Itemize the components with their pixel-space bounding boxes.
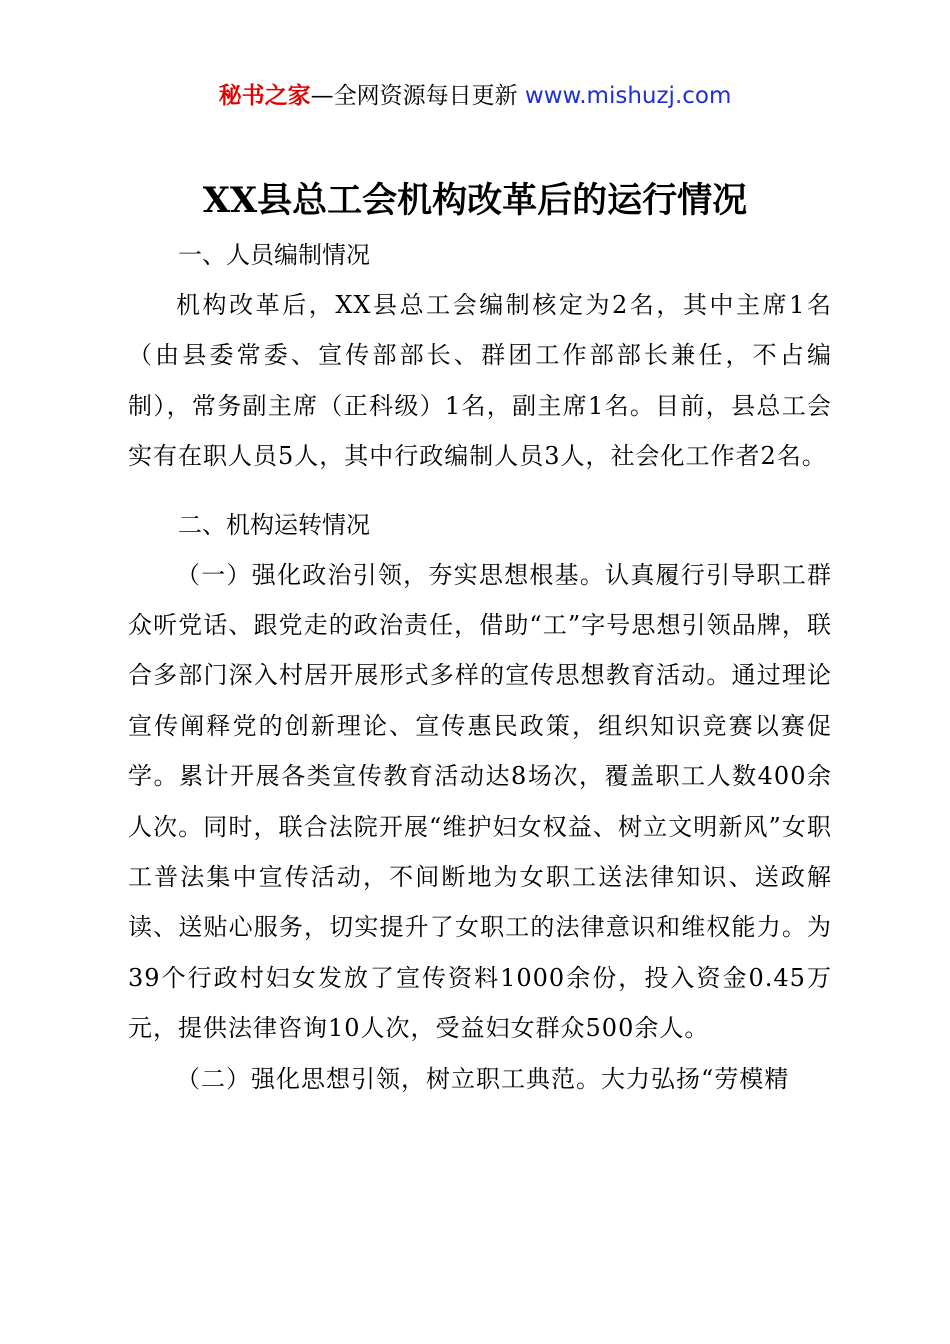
paragraph-ideological-guidance: （二）强化思想引领，树立职工典范。大力弘扬“劳模精 — [176, 1064, 790, 1093]
document-body — [128, 230, 832, 1104]
site-brand: 秘书之家 — [218, 83, 311, 109]
paragraph-spacer — [128, 482, 832, 500]
paragraph-staffing: 机构改革后，XX县总工会编制核定为2名，其中主席1名（由县委常委、宣传部部长、群团工作部部长兼任，不占编制），常务副主席（正科级）1名，副主席1名。目前，县总工会实有在职人员5人，其中行政编制人员3人，社会化工作者2名。 — [128, 291, 832, 471]
site-slogan: —全网资源每日更新 — [310, 83, 525, 109]
site-url[interactable]: www.mishuzj.com — [524, 83, 732, 109]
section-heading-operation: 二、机构运转情况 — [178, 510, 370, 539]
paragraph-political-guidance: （一）强化政治引领，夯实思想根基。认真履行引导职工群众听党话、跟党走的政治责任，借助“工”字号思想引领品牌，联合多部门深入村居开展形式多样的宣传思想教育活动。通过理论宣传阐释党的创新理论、宣传惠民政策，组织知识竞赛以赛促学。累计开展各类宣传教育活动达8场次，覆盖职工人数400余人次。同时，联合法院开展“维护妇女权益、树立文明新风”女职工普法集中宣传活动，不间断地为女职工送法律知识、送政解读、送贴心服务，切实提升了女职工的法律意识和维权能力。为39个行政村妇女发放了宣传资料1000余份，投入资金0.45万元，提供法律咨询10人次，受益妇女群众500余人。 — [128, 560, 832, 1043]
site-header — [0, 80, 950, 112]
section-heading-staffing: 一、人员编制情况 — [178, 241, 370, 269]
document-title: XX县总工会机构改革后的运行情况 — [202, 180, 748, 221]
